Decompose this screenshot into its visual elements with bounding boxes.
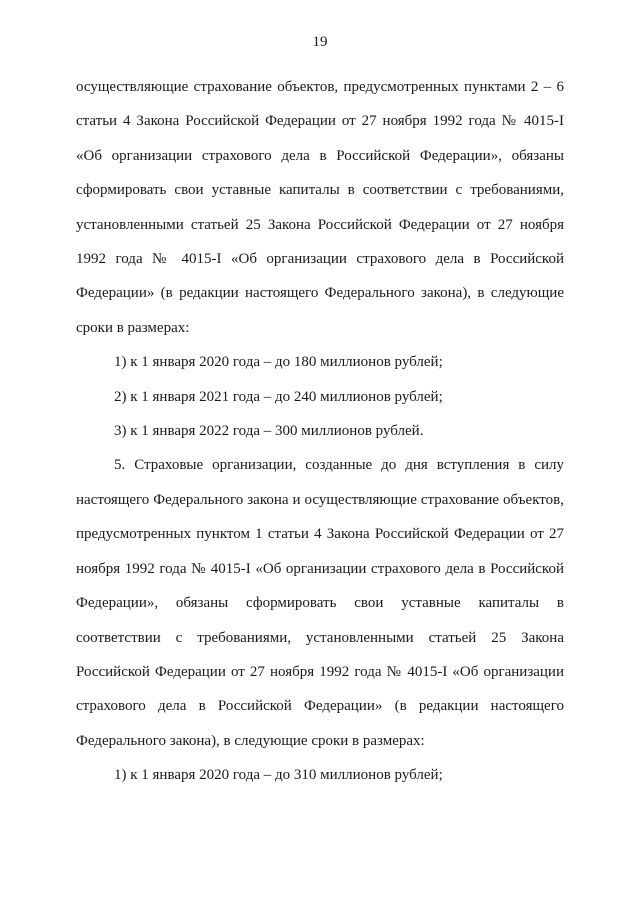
list-item-1: 1) к 1 января 2020 года – до 180 миллионов рублей; <box>114 354 443 371</box>
list-item-3: 3) к 1 января 2022 года – 300 миллионов рублей. <box>114 423 424 440</box>
paragraph-section-5: 5. Страховые организации, созданные до дня вступления в силу настоящего Федерального закона и осуществляющие страхование объектов, предусмотренных пунктом 1 статьи 4 Закона Российской Федерации от 27 ноября 1992 года № 4015-I «Об организации страхового дела в Российской Федерации», обязаны сформировать свои уставные капиталы в соответствии с требованиями, установленными статьей 25 Закона Российской Федерации от 27 ноября 1992 года № 4015-I «Об организации страхового дела в Российской Федерации» (в редакции настоящего Федерального закона), в следующие сроки в размерах: <box>76 457 564 749</box>
paragraph-continuation: осуществляющие страхование объектов, предусмотренных пунктами 2 – 6 статьи 4 Закона Российской Федерации от 27 ноября 1992 года № 4015-I «Об организации страхового дела в Российской Федерации», обязаны сформировать свои уставные капиталы в соответствии с требованиями, установленными статьей 25 Закона Российской Федерации от 27 ноября 1992 года № 4015-I «Об организации страхового дела в Российской Федерации» (в редакции настоящего Федерального закона), в следующие сроки в размерах: <box>76 79 564 336</box>
list-item-2: 2) к 1 января 2021 года – до 240 миллионов рублей; <box>114 388 443 405</box>
page-number: 19 <box>312 34 328 50</box>
list-item-1-section-5: 1) к 1 января 2020 года – до 310 миллионов рублей; <box>114 767 443 784</box>
document-body <box>76 70 564 793</box>
